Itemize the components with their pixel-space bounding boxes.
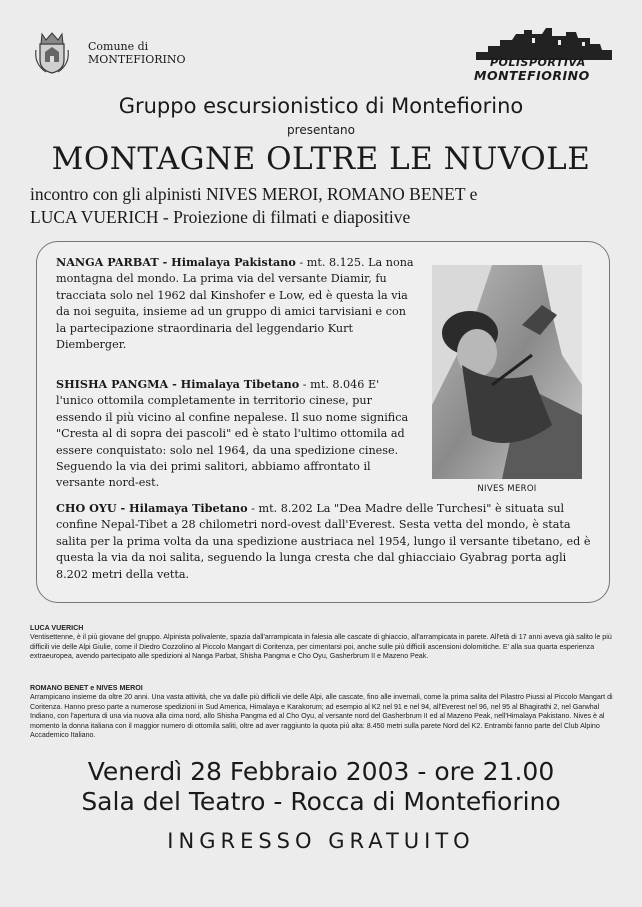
peak-height: - mt. 8.125. — [295, 256, 365, 269]
photo-caption: NIVES MEROI — [477, 484, 537, 494]
polisportiva-logo — [472, 26, 618, 82]
peak-name: CHO OYU - Hilamaya Tibetano — [56, 501, 248, 515]
bio-block — [30, 684, 620, 740]
castle-silhouette-icon — [472, 26, 618, 60]
peak-entry — [56, 254, 416, 353]
polisportiva-line1: POLISPORTIVA — [490, 56, 586, 69]
comune-line1: Comune di — [88, 40, 149, 53]
peak-description: E' l'unico ottomila completamente in territorio cinese, pur essendo il più vicino al confine nepalese. Il suo nome significa "Cresta al di sopra dei pascoli" ed è stato l'ultimo ottomila ad essere conquistato: solo nel 1964, da una spedizione cinese. Seguendo la via dei primi salitori, abbiamo affrontato il versante nord-est. — [56, 378, 409, 490]
peak-entry — [56, 500, 596, 583]
bio-title: LUCA VUERICH — [30, 624, 84, 632]
peak-height: - mt. 8.046 — [299, 378, 365, 391]
peak-name: NANGA PARBAT - Himalaya Pakistano — [56, 255, 296, 269]
bio-block — [30, 624, 620, 662]
peak-height: - mt. 8.202 — [247, 502, 313, 515]
comune-label — [88, 40, 186, 66]
presentano-label: presentano — [287, 123, 355, 137]
bio-text: Arrampicano insieme da oltre 20 anni. Una vasta attività, che va dalle più difficili vie delle Alpi, alle cascate, fino alle invernali, come la prima salita del Pilastro Piussi al Piccolo Mangart di Coritenza. Hanno preso parte a numerose spedizioni in Sud America, Himalaya e Karakorum; ad esempio al K2 nel 91 e nel 94, all'Everest nel 96, nel 95 al Bhagirathi 2, nel Garwhal Indiano, con l'apertura di una via nuova alla cima nord, allo Shisha Pangma ed al Cho Oyu, al versante nord del Gasherbrum II ed al Mazeno Peak, nell'Himalaya Pakistano. Nives è al momento la donna italiana con il maggior numero di ottomila saliti, oltre ad aver raggiunto la quota più alta: 8.450 metri sulla parete Nord del K2. Entrambi fanno parte del Club Alpino Accademico Italiano. — [30, 693, 613, 740]
peak-entry — [56, 376, 416, 492]
polisportiva-line2: MONTEFIORINO — [474, 68, 590, 83]
event-place: Sala del Teatro - Rocca di Montefiorino — [81, 787, 561, 816]
free-entry: INGRESSO GRATUITO — [167, 829, 475, 853]
page-title: MONTAGNE OLTRE LE NUVOLE — [51, 141, 591, 177]
bio-title: ROMANO BENET e NIVES MEROI — [30, 684, 143, 692]
climber-photo — [432, 265, 582, 479]
event-date: Venerdì 28 Febbraio 2003 - ore 21.00 — [87, 757, 555, 786]
peak-name: SHISHA PANGMA - Himalaya Tibetano — [56, 377, 300, 391]
group-name: Gruppo escursionistico di Montefiorino — [118, 94, 524, 118]
subtitle-line2: LUCA VUERICH - Proiezione di filmati e diapositive — [30, 207, 411, 227]
subtitle — [30, 183, 630, 229]
peak-description: La "Dea Madre delle Turchesi" è situata sul confine Nepal-Tibet a 28 chilometri nord-ovest dall'Everest. Sesta vetta del mondo, è stata salita per la prima volta da una spedizione austriaca nel 1954, lungo il versante tibetano, ed è questa la via da noi salita, seguendo la lunga cresta che dal ghiacciaio Gyabrag porta agli 8.202 metri della vetta. — [56, 502, 591, 581]
comune-line2: MONTEFIORINO — [88, 53, 186, 66]
municipal-crest-icon — [34, 30, 70, 74]
peak-description: La nona montagna del mondo. La prima via del versante Diamir, fu tracciata solo nel 1962 dal Kinshofer e Low, ed è questa la via da noi seguita, insieme ad un gruppo di amici tarvisiani e con la partecipazione straordinaria del leggendario Kurt Diemberger. — [56, 256, 414, 352]
subtitle-line1: incontro con gli alpinisti NIVES MEROI, ROMANO BENET e — [30, 184, 478, 204]
event-info — [0, 757, 642, 817]
bio-text: Ventisettenne, è il più giovane del gruppo. Alpinista polivalente, spazia dall'arrampicata in falesia alle cascate di ghiaccio, all'arrampicata in parete. All'età di 17 anni aveva già salito le più difficili vie delle Alpi Giulie, come il Diedro Cozzolino al Piccolo Mangart di Coritenza, per cimentarsi poi, anche sulle più difficili ascensioni dolomitiche. E' alla sua quarta esperienza extraeuropea, avendo partecipato alle spedizioni al Nanga Parbat, Shisha Pangma e Cho Oyu, Gasherbrum II e Mazeno Peak. — [30, 633, 612, 661]
